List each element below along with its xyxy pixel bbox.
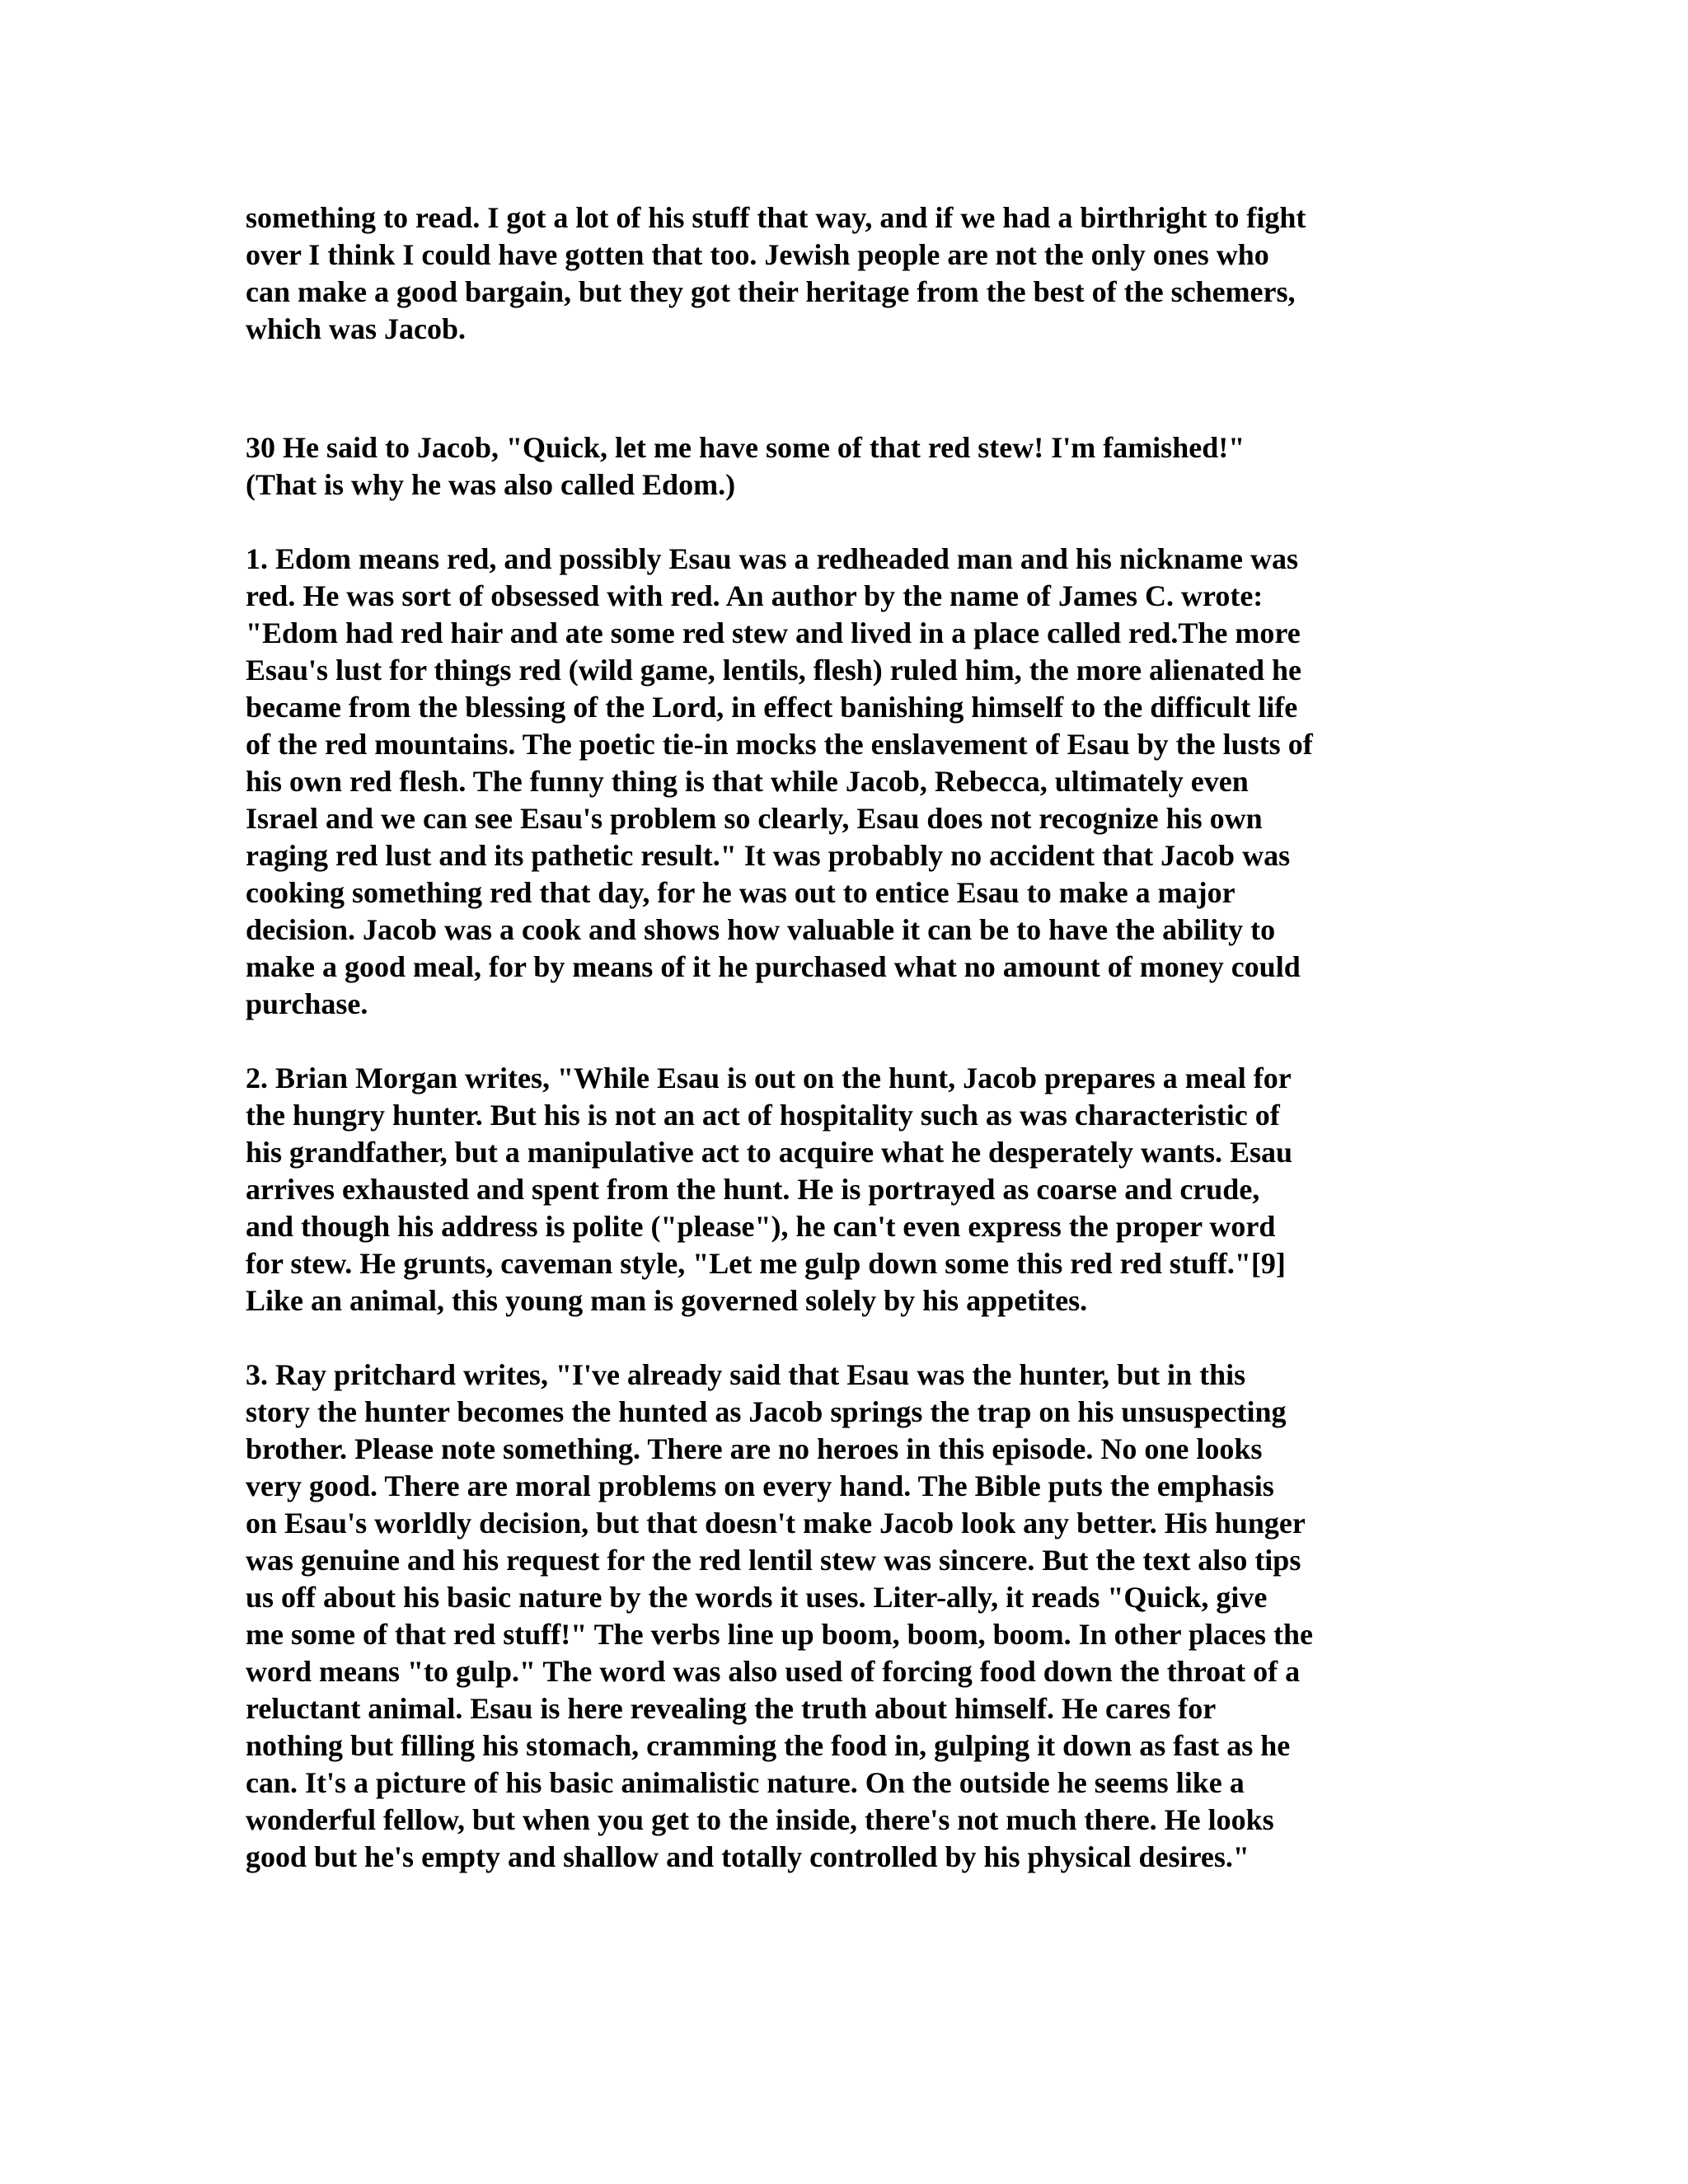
paragraph-point-2 xyxy=(246,1060,1432,1319)
text-line: over I think I could have gotten that too. Jewish people are not the only ones who xyxy=(246,238,1269,271)
text-line: word means "to gulp." The word was also used of forcing food down the throat of a xyxy=(246,1655,1301,1688)
text-line: became from the blessing of the Lord, in effect banishing himself to the difficult life xyxy=(246,691,1298,724)
paragraph-spacer xyxy=(246,348,1432,429)
text-line: brother. Please note something. There are no heroes in this episode. No one looks xyxy=(246,1432,1263,1465)
text-line: red. He was sort of obsessed with red. An author by the name of James C. wrote: xyxy=(246,579,1264,612)
text-line: the hungry hunter. But his is not an act of hospitality such as was characteristic of xyxy=(246,1099,1280,1132)
paragraph-spacer xyxy=(246,504,1432,541)
text-line: very good. There are moral problems on every hand. The Bible puts the emphasis xyxy=(246,1469,1274,1502)
text-line: 3. Ray pritchard writes, "I've already said that Esau was the hunter, but in this xyxy=(246,1358,1246,1391)
text-line: wonderful fellow, but when you get to the inside, there's not much there. He looks xyxy=(246,1803,1274,1836)
paragraph-spacer xyxy=(246,1319,1432,1357)
text-line: for stew. He grunts, caveman style, "Let me gulp down some this red red stuff."[9] xyxy=(246,1247,1286,1280)
text-line: me some of that red stuff!" The verbs line up boom, boom, boom. In other places the xyxy=(246,1618,1313,1651)
text-line: and though his address is polite ("please"), he can't even express the proper word xyxy=(246,1210,1276,1243)
text-line: was genuine and his request for the red lentil stew was sincere. But the text also tips xyxy=(246,1544,1301,1577)
text-line: good but he's empty and shallow and totally controlled by his physical desires." xyxy=(246,1840,1250,1873)
text-line: reluctant animal. Esau is here revealing the truth about himself. He cares for xyxy=(246,1692,1217,1725)
text-line: (That is why he was also called Edom.) xyxy=(246,468,736,501)
text-line: which was Jacob. xyxy=(246,312,467,345)
text-line: purchase. xyxy=(246,987,368,1020)
text-line: raging red lust and its pathetic result." It was probably no accident that Jacob was xyxy=(246,839,1291,872)
paragraph-point-3 xyxy=(246,1357,1432,1876)
paragraph-continuation xyxy=(246,199,1432,348)
text-line: 30 He said to Jacob, "Quick, let me have some of that red stew! I'm famished!" xyxy=(246,431,1245,464)
text-line: on Esau's worldly decision, but that doesn't make Jacob look any better. His hunger xyxy=(246,1507,1306,1540)
text-line: can make a good bargain, but they got their heritage from the best of the schemers, xyxy=(246,275,1296,308)
paragraph-verse-30 xyxy=(246,429,1432,504)
text-line: Israel and we can see Esau's problem so clearly, Esau does not recognize his own xyxy=(246,802,1263,835)
text-line: 1. Edom means red, and possibly Esau was a redheaded man and his nickname was xyxy=(246,542,1298,575)
paragraph-point-1 xyxy=(246,541,1432,1023)
paragraph-spacer xyxy=(246,1023,1432,1060)
text-line: "Edom had red hair and ate some red stew and lived in a place called red.The more xyxy=(246,616,1301,649)
text-line: his own red flesh. The funny thing is that while Jacob, Rebecca, ultimately even xyxy=(246,765,1249,798)
text-line: can. It's a picture of his basic animalistic nature. On the outside he seems like a xyxy=(246,1766,1245,1799)
text-line: arrives exhausted and spent from the hunt. He is portrayed as coarse and crude, xyxy=(246,1173,1260,1206)
text-line: Like an animal, this young man is governed solely by his appetites. xyxy=(246,1284,1088,1317)
text-line: nothing but filling his stomach, cramming the food in, gulping it down as fast as he xyxy=(246,1729,1291,1762)
text-line: something to read. I got a lot of his stuff that way, and if we had a birthright to fight xyxy=(246,201,1306,234)
text-line: of the red mountains. The poetic tie-in mocks the enslavement of Esau by the lusts of xyxy=(246,728,1313,761)
text-line: us off about his basic nature by the words it uses. Liter-ally, it reads "Quick, give xyxy=(246,1581,1268,1614)
text-line: cooking something red that day, for he was out to entice Esau to make a major xyxy=(246,876,1236,909)
text-line: 2. Brian Morgan writes, "While Esau is out on the hunt, Jacob prepares a meal for xyxy=(246,1062,1292,1094)
text-line: decision. Jacob was a cook and shows how valuable it can be to have the ability to xyxy=(246,913,1276,946)
text-line: Esau's lust for things red (wild game, lentils, flesh) ruled him, the more alienated he xyxy=(246,654,1302,687)
text-line: make a good meal, for by means of it he purchased what no amount of money could xyxy=(246,950,1301,983)
text-line: story the hunter becomes the hunted as Jacob springs the trap on his unsuspecting xyxy=(246,1395,1287,1428)
text-line: his grandfather, but a manipulative act to acquire what he desperately wants. Esau xyxy=(246,1136,1293,1169)
document-body xyxy=(246,199,1432,1876)
